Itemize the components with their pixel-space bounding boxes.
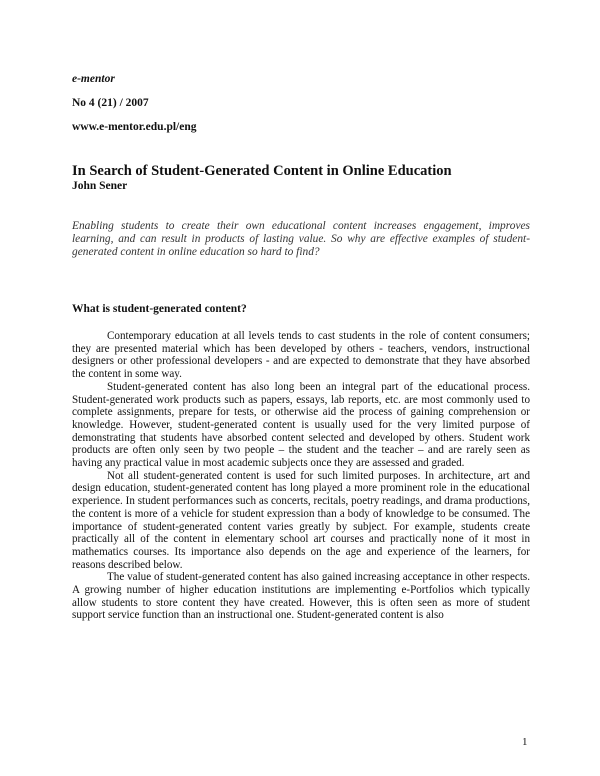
article-abstract: Enabling students to create their own educational content increases engagement, improves learning, and can result in products of lasting value. So why are effective examples of student-generated content in online education so hard to find? (72, 220, 530, 259)
journal-url: www.e-mentor.edu.pl/eng (72, 121, 197, 133)
paragraph: Not all student-generated content is used for such limited purposes. In architecture, art and design education, student-generated content has long played a more prominent role in the educational experience. In student performances such as concerts, recitals, poetry readings, and drama productions, the content is more of a vehicle for student expression than a body of knowledge to be consumed. The importance of student-generated content varies greatly by subject. For example, students create practically all of the content in elementary school art courses and practically none of it most in mathematics courses. Its importance also depends on the age and experience of the learners, for reasons described below. (72, 469, 530, 571)
section-heading: What is student-generated content? (72, 303, 247, 315)
article-author: John Sener (72, 180, 128, 192)
journal-name: e-mentor (72, 73, 115, 85)
article-title: In Search of Student-Generated Content in Online Education (72, 163, 452, 179)
paragraph: Student-generated content has also long been an integral part of the educational process. Student-generated work products such as papers, essays, lab reports, etc. are most commonly used to complete assignments, prepare for tests, or otherwise aid the process of gaining comprehension or knowledge. However, student-generated content is usually used for the very limited purpose of demonstrating that students have absorbed content selected and developed by others. Student work products are often only seen by two people – the student and the teacher – and are rarely seen as having any practical value in most academic subjects once they are assessed and graded. (72, 380, 530, 470)
paragraph: The value of student-generated content has also gained increasing acceptance in other respects. A growing number of higher education institutions are implementing e-Portfolios which typically allow students to store content they have created. However, this is often seen as more of student support service function than an instructional one. Student-generated content is also (72, 571, 530, 622)
paragraph: Contemporary education at all levels tends to cast students in the role of content consumers; they are presented material which has been developed by others - teachers, vendors, instructional designers or other professional developers - and are expected to demonstrate that they have absorbed the content in some way. (72, 330, 530, 381)
body-text (72, 330, 530, 622)
page-number: 1 (522, 736, 528, 748)
journal-issue: No 4 (21) / 2007 (72, 97, 149, 109)
